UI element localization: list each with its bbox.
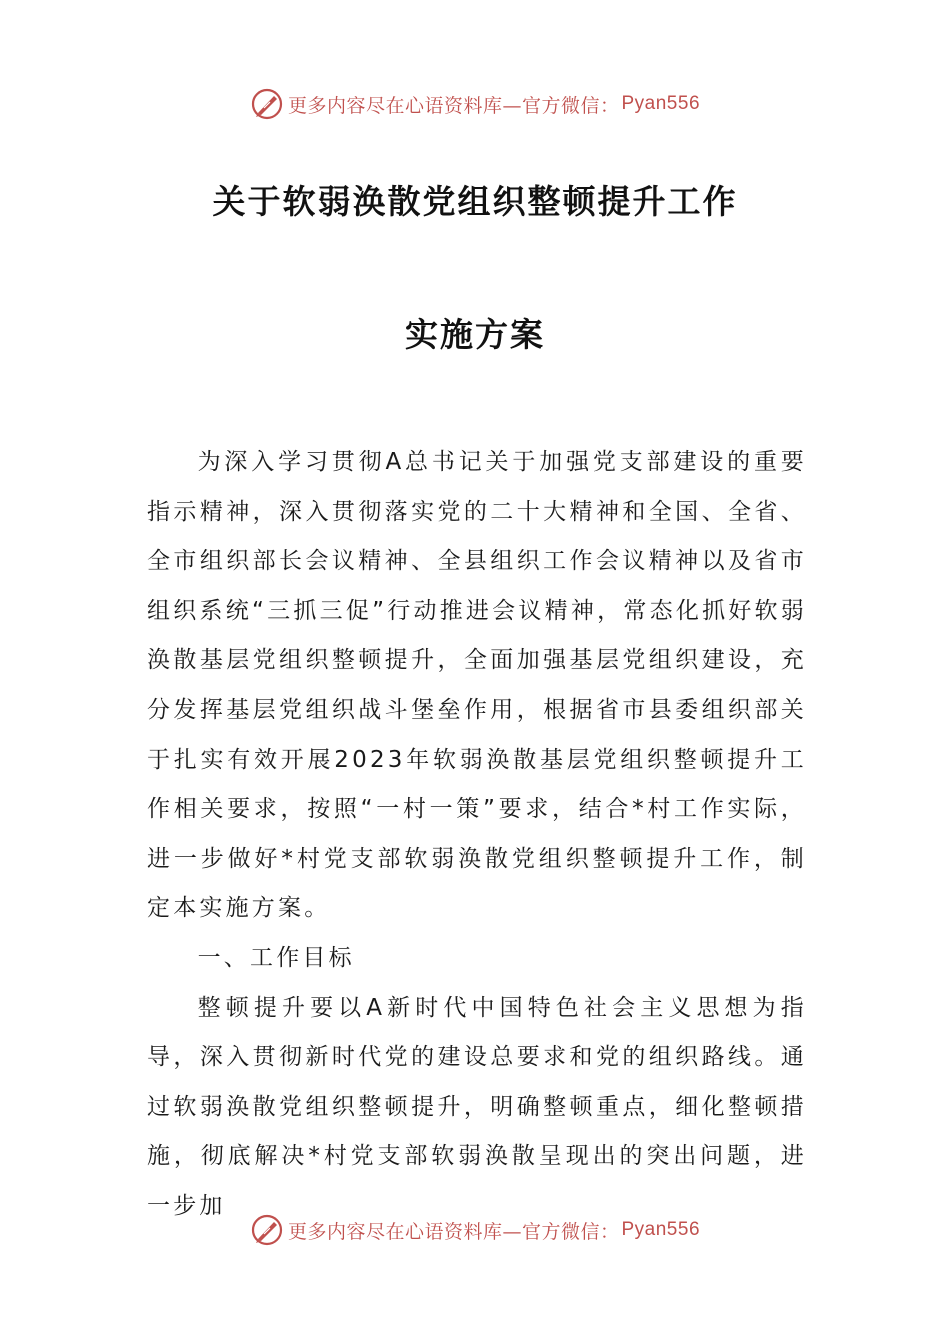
watermark-id: Pyan556 <box>621 1219 701 1240</box>
watermark-text: 更多内容尽在心语资料库—官方微信： <box>287 1220 620 1243</box>
section-heading-goals: 一、工作目标 <box>197 944 355 971</box>
document-title-line2: 实施方案 <box>405 315 545 354</box>
watermark-text: 更多内容尽在心语资料库—官方微信： <box>287 94 620 117</box>
pen-logo-icon <box>250 87 284 121</box>
paragraph-intro: 为深入学习贯彻A总书记关于加强党支部建设的重要指示精神，深入贯彻落实党的二十大精神和全国、全省、全市组织部长会议精神、全县组织工作会议精神以及省市组织系统“三抓三促”行动推进会议精神，常态化抓好软弱涣散基层党组织整顿提升，全面加强基层党组织建设，充分发挥基层党组织战斗堡垒作用，根据省市县委组织部关于扎实有效开展2023年软弱涣散基层党组织整顿提升工作相关要求，按照“一村一策”要求，结合*村工作实际，进一步做好*村党支部软弱涣散党组织整顿提升工作，制定本实施方案。 <box>147 449 807 922</box>
watermark-id: Pyan556 <box>621 93 701 114</box>
pen-logo-icon <box>250 1213 284 1247</box>
paragraph-goals: 整顿提升要以A新时代中国特色社会主义思想为指导，深入贯彻新时代党的建设总要求和党的组织路线。通过软弱涣散党组织整顿提升，明确整顿重点，细化整顿措施，彻底解决*村党支部软弱涣散呈现出的突出问题，进一步加 <box>147 994 807 1219</box>
document-title-line1: 关于软弱涣散党组织整顿提升工作 <box>212 182 738 221</box>
watermark-banner-bottom <box>0 1210 950 1250</box>
watermark-banner-top <box>0 84 950 124</box>
document-body <box>147 438 807 1232</box>
